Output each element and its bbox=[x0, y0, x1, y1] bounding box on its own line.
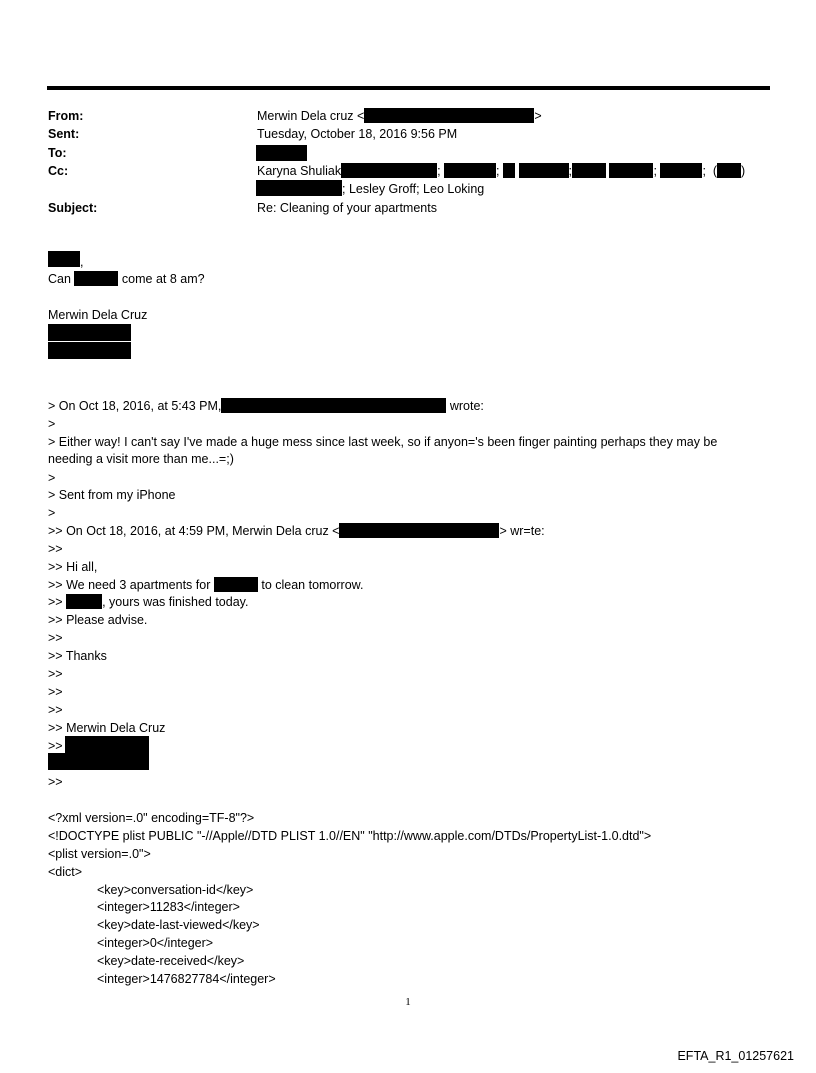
quote-line: > bbox=[48, 417, 56, 431]
to-redaction bbox=[256, 145, 307, 161]
xml-line: <dict> bbox=[48, 865, 83, 879]
page-number: 1 bbox=[405, 996, 411, 1008]
quote-line: > bbox=[48, 506, 56, 520]
xml-line: <key>date-received</key> bbox=[97, 954, 245, 968]
from-name: Merwin Dela cruz < bbox=[257, 109, 365, 123]
cc-redaction bbox=[256, 180, 342, 196]
redaction bbox=[66, 594, 102, 609]
quote-line bbox=[48, 523, 545, 539]
cc-separator: ; bbox=[702, 164, 706, 178]
quote-line: >> Merwin Dela Cruz bbox=[48, 721, 166, 735]
xml-line: <key>conversation-id</key> bbox=[97, 883, 254, 897]
greeting-redaction bbox=[48, 251, 80, 267]
to-label: To: bbox=[48, 146, 67, 160]
cc-paren: ( bbox=[712, 164, 718, 178]
cc-name: Karyna Shuliak bbox=[257, 164, 342, 178]
bates-number: EFTA_R1_01257621 bbox=[677, 1049, 794, 1063]
xml-line: <integer>0</integer> bbox=[97, 936, 214, 950]
cc-line2: ; Lesley Groff; Leo Loking bbox=[342, 182, 485, 196]
quote-text: wrote: bbox=[449, 399, 484, 413]
signature-redaction bbox=[48, 324, 131, 341]
subject-label: Subject: bbox=[48, 201, 98, 215]
quote-line: >> bbox=[48, 739, 63, 753]
quote-line: > Either way! I can't say I've made a huge mess since last week, so if anyon='s been finger painting perhaps they may be bbox=[48, 435, 718, 449]
quote-line: >> bbox=[48, 775, 63, 789]
xml-line: <integer>1476827784</integer> bbox=[97, 972, 276, 986]
redaction bbox=[74, 271, 118, 286]
quote-line: >> Thanks bbox=[48, 649, 107, 663]
redaction bbox=[221, 398, 446, 413]
quote-text: to clean tomorrow. bbox=[261, 578, 364, 592]
question-pre: Can bbox=[48, 272, 71, 286]
cc-separator: ; bbox=[653, 164, 657, 178]
signature-redaction bbox=[65, 736, 149, 753]
xml-line: <integer>11283</integer> bbox=[97, 900, 240, 914]
redaction bbox=[660, 163, 702, 178]
quote-line: >> Please advise. bbox=[48, 613, 148, 627]
quote-line bbox=[48, 594, 248, 610]
xml-line: <?xml version=.0" encoding=TF-8"?> bbox=[48, 811, 255, 825]
redaction bbox=[364, 108, 534, 123]
quote-line: > bbox=[48, 471, 56, 485]
subject-value: Re: Cleaning of your apartments bbox=[257, 201, 437, 215]
cc-separator: ; bbox=[496, 164, 500, 178]
redaction bbox=[503, 163, 515, 178]
quote-text: >> We need 3 apartments for bbox=[48, 578, 211, 592]
sent-value: Tuesday, October 18, 2016 9:56 PM bbox=[257, 127, 458, 141]
greeting-comma: , bbox=[80, 255, 84, 269]
question-post: come at 8 am? bbox=[121, 272, 205, 286]
quote-line: >> bbox=[48, 631, 63, 645]
quote-text: >> bbox=[48, 595, 63, 609]
signature-name: Merwin Dela Cruz bbox=[48, 308, 148, 322]
quote-text: > On Oct 18, 2016, at 5:43 PM, bbox=[48, 399, 222, 413]
quote-line: > Sent from my iPhone bbox=[48, 488, 176, 502]
cc-separator: ; bbox=[568, 164, 572, 178]
quote-text: >> On Oct 18, 2016, at 4:59 PM, Merwin Dela cruz < bbox=[48, 524, 340, 538]
header-rule bbox=[47, 86, 770, 90]
redaction bbox=[339, 523, 499, 538]
quote-line: >> bbox=[48, 667, 63, 681]
cc-separator: ; bbox=[437, 164, 441, 178]
from-close: > bbox=[534, 109, 542, 123]
xml-line: <plist version=.0"> bbox=[48, 847, 151, 861]
cc-label: Cc: bbox=[48, 164, 69, 178]
quote-line bbox=[48, 577, 363, 593]
cc-paren: ) bbox=[741, 164, 746, 178]
redaction bbox=[444, 163, 496, 178]
redaction bbox=[214, 577, 258, 592]
quote-text: > wr=te: bbox=[499, 524, 545, 538]
redaction bbox=[341, 163, 437, 178]
redaction bbox=[572, 163, 606, 178]
quote-line: >> bbox=[48, 685, 63, 699]
redaction bbox=[609, 163, 653, 178]
quote-line: >> bbox=[48, 703, 63, 717]
sent-label: Sent: bbox=[48, 127, 80, 141]
from-label: From: bbox=[48, 109, 84, 123]
quote-text: , yours was finished today. bbox=[102, 595, 249, 609]
quote-line: needing a visit more than me...=;) bbox=[48, 452, 234, 466]
xml-line: <!DOCTYPE plist PUBLIC "-//Apple//DTD PLIST 1.0//EN" "http://www.apple.com/DTDs/PropertyList-1.0.dtd"> bbox=[48, 829, 652, 843]
quote-line: >> bbox=[48, 542, 63, 556]
quote-line bbox=[48, 398, 484, 414]
redaction bbox=[717, 163, 741, 178]
quote-line: >> Hi all, bbox=[48, 560, 98, 574]
signature-redaction bbox=[48, 342, 131, 359]
question-line bbox=[48, 271, 205, 287]
signature-redaction bbox=[48, 753, 149, 770]
xml-line: <key>date-last-viewed</key> bbox=[97, 918, 260, 932]
cc-value bbox=[257, 163, 745, 179]
redaction bbox=[519, 163, 569, 178]
from-value bbox=[257, 108, 542, 124]
